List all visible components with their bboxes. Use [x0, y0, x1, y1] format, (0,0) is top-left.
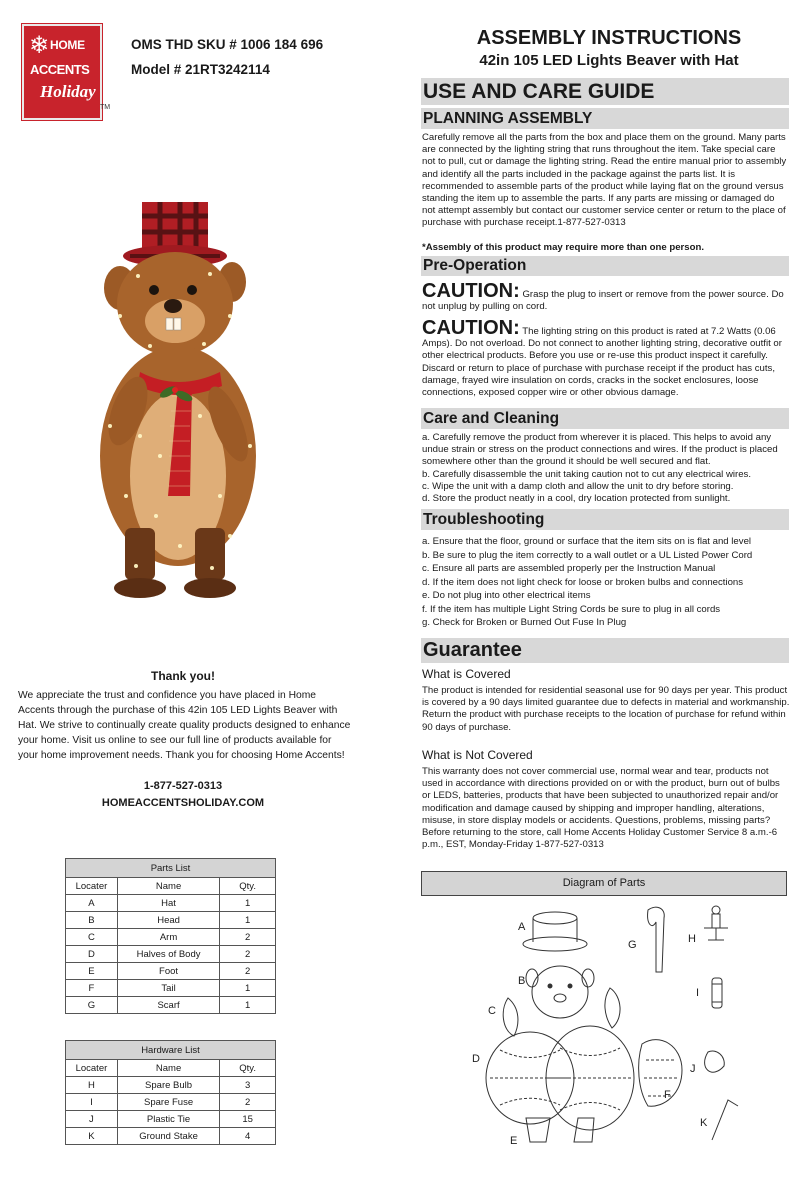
- caution-label: CAUTION:: [422, 317, 520, 339]
- qty-cell: 1: [220, 895, 276, 912]
- name-cell: Halves of Body: [117, 946, 219, 963]
- snowflake-icon: ❄: [28, 31, 50, 59]
- list-item: d. Store the product neatly in a cool, dry location protected from sunlight.: [422, 493, 731, 505]
- table-row: [66, 912, 276, 929]
- table-row: [66, 963, 276, 980]
- column-header: Qty.: [220, 878, 276, 895]
- table-row: [66, 946, 276, 963]
- label-e: E: [510, 1135, 518, 1147]
- column-header: Name: [117, 878, 219, 895]
- sku-number: OMS THD SKU # 1006 184 696: [131, 37, 324, 52]
- name-cell: Tail: [117, 980, 219, 997]
- hat-part: [523, 912, 587, 951]
- caution-label: CAUTION:: [422, 280, 520, 302]
- product-subtitle: 42in 105 LED Lights Beaver with Hat: [479, 52, 739, 69]
- preoperation-heading: Pre-Operation: [421, 256, 789, 276]
- hardware-list-caption: Hardware List: [66, 1041, 276, 1060]
- name-cell: Scarf: [117, 997, 219, 1014]
- scarf-part: [648, 907, 665, 972]
- thanks-body: We appreciate the trust and confidence you have placed in Home Accents through the purchase of this 42in 105 LED Lights Beaver with Hat. We strive to continually create quality products designed to enhance your home. Visit us online to see our full line of products available for your home improvement needs. Thank you for choosing Home Accents!: [18, 690, 351, 761]
- label-h: H: [688, 933, 696, 945]
- home-accents-holiday-logo: [22, 24, 102, 120]
- caution-text: The lighting string on this product is rated at 7.2 Watts (0.06 Amps). Do not overload. Do not connect to another lighting string, decorative outfit or other electrical products. Before you use or re-use this product inspect it carefully. Discard or return to place of purchase with purchase receipt if the product has cuts, damage, frayed wire insulation on cords, cracks in the socket enclosures, loose connections, exposed copper wire or other obvious damage.: [422, 326, 782, 399]
- beaver-product-image: [80, 196, 280, 606]
- planning-heading: PLANNING ASSEMBLY: [421, 108, 789, 129]
- locater-cell: G: [66, 997, 118, 1014]
- table-row: [66, 1094, 276, 1111]
- table-row: [66, 1128, 276, 1145]
- parts-diagram: [460, 900, 790, 1170]
- label-f: F: [664, 1089, 671, 1101]
- name-cell: Plastic Tie: [117, 1111, 219, 1128]
- list-item: c. Wipe the unit with a damp cloth and allow the unit to dry before storing.: [422, 480, 734, 492]
- label-a: A: [518, 921, 526, 933]
- caution-text: Grasp the plug to insert or remove from the power source. Do not unplug by pulling on cord.: [422, 289, 784, 313]
- arm-part: [503, 998, 518, 1036]
- diagram-title: Diagram of Parts: [421, 871, 787, 896]
- locater-cell: C: [66, 929, 118, 946]
- logo-text-home: HOME: [50, 38, 85, 52]
- label-k: K: [700, 1117, 708, 1129]
- caution-block-1: [422, 281, 790, 313]
- guarantee-heading: Guarantee: [421, 638, 789, 663]
- not-covered-heading: What is Not Covered: [422, 748, 533, 762]
- use-care-heading: USE AND CARE GUIDE: [421, 78, 789, 105]
- table-row: [66, 997, 276, 1014]
- locater-cell: A: [66, 895, 118, 912]
- plastic-tie-part: [705, 1051, 725, 1072]
- locater-cell: F: [66, 980, 118, 997]
- name-cell: Arm: [117, 929, 219, 946]
- list-item: f. If the item has multiple Light String Cords be sure to plug in all cords: [422, 603, 721, 615]
- name-cell: Spare Fuse: [117, 1094, 219, 1111]
- name-cell: Hat: [117, 895, 219, 912]
- locater-cell: B: [66, 912, 118, 929]
- table-row: [66, 1111, 276, 1128]
- locater-cell: K: [66, 1128, 118, 1145]
- label-j: J: [690, 1063, 696, 1075]
- ground-stake-part: [712, 1100, 738, 1140]
- list-item: a. Carefully remove the product from wherever it is placed. This helps to avoid any undue strain or stress on the product connections and wires. If the product is placed somewhere other than the ground it should be well secured and flat.: [422, 432, 778, 468]
- spare-bulb-part: [704, 906, 728, 940]
- column-header: Qty.: [220, 1060, 276, 1077]
- not-covered-text: This warranty does not cover commercial use, normal wear and tear, products not used in accordance with directions provided on or with the product, burn out of bulbs or LEDS, batteries, products that have been subjected to unauthorized repair and/or modification and damage caused by shipping and improper handling, alterations, misuse, in store display models or accidents. Questions, problems, missing parts? Before returning to the store, call Home Accents Holiday Customer Service 8 a.m.-6 p.m., EST, Monday-Friday 1-877-527-0313: [422, 766, 780, 851]
- list-item: e. Do not plug into other electrical items: [422, 590, 591, 601]
- care-list: [422, 432, 790, 505]
- troubleshooting-list: [422, 535, 790, 630]
- website-url: HOMEACCENTSHOLIDAY.COM: [101, 797, 265, 809]
- covered-heading: What is Covered: [422, 667, 511, 681]
- support-phone: 1-877-527-0313: [143, 780, 223, 792]
- locater-cell: I: [66, 1094, 118, 1111]
- spare-fuse-part: [712, 978, 722, 1008]
- thanks-title: Thank you!: [150, 669, 215, 683]
- name-cell: Foot: [117, 963, 219, 980]
- list-item: d. If the item does not light check for loose or broken bulbs and connections: [422, 576, 744, 588]
- qty-cell: 15: [220, 1111, 276, 1128]
- locater-cell: H: [66, 1077, 118, 1094]
- planning-text: Carefully remove all the parts from the box and place them on the ground. Many parts are connected by the lighting string that runs throughout the item. Take special care not to pull, cut or damage the lighting string. Read the entire manual prior to assembly and identify all the parts included in the package against the parts list. It is recommended to assemble parts of the product while laying flat on the ground versus standing the item up to assemble the parts. If any parts are missing or damaged do not attempt assembly but contact our customer service center or return to the place of purchase with purchase receipt.1-877-527-0313: [422, 132, 787, 229]
- column-header: Locater: [66, 878, 118, 895]
- label-d: D: [472, 1053, 480, 1065]
- caution-block-2: [422, 318, 790, 399]
- qty-cell: 1: [220, 980, 276, 997]
- column-header: Name: [117, 1060, 219, 1077]
- table-row: [66, 980, 276, 997]
- troubleshooting-heading: Troubleshooting: [421, 509, 789, 530]
- qty-cell: 2: [220, 1094, 276, 1111]
- parts-list-table: [65, 858, 276, 1014]
- qty-cell: 1: [220, 997, 276, 1014]
- qty-cell: 2: [220, 963, 276, 980]
- table-row: [66, 1077, 276, 1094]
- table-row: [66, 929, 276, 946]
- table-row: [66, 895, 276, 912]
- list-item: b. Carefully disassemble the unit taking caution not to cut any electrical wires.: [422, 468, 752, 480]
- label-g: G: [628, 939, 637, 951]
- trademark-mark: TM: [100, 104, 111, 111]
- arm-part: [605, 988, 620, 1028]
- assembly-instructions-title: ASSEMBLY INSTRUCTIONS: [476, 27, 742, 49]
- qty-cell: 2: [220, 929, 276, 946]
- label-i: I: [696, 987, 700, 999]
- locater-cell: D: [66, 946, 118, 963]
- name-cell: Head: [117, 912, 219, 929]
- qty-cell: 1: [220, 912, 276, 929]
- logo-text-accents: ACCENTS: [30, 62, 90, 77]
- foot-part: [526, 1118, 550, 1142]
- list-item: c. Ensure all parts are assembled properly per the Instruction Manual: [422, 563, 716, 574]
- label-c: C: [488, 1005, 496, 1017]
- model-number: Model # 21RT3242114: [131, 62, 270, 77]
- qty-cell: 4: [220, 1128, 276, 1145]
- column-header: Locater: [66, 1060, 118, 1077]
- list-item: g. Check for Broken or Burned Out Fuse In Plug: [422, 617, 627, 628]
- hardware-list-table: [65, 1040, 276, 1145]
- label-b: B: [518, 975, 526, 987]
- assembly-note: *Assembly of this product may require more than one person.: [422, 242, 705, 253]
- parts-list-caption: Parts List: [66, 859, 276, 878]
- qty-cell: 2: [220, 946, 276, 963]
- list-item: a. Ensure that the floor, ground or surface that the item sits on is flat and level: [422, 536, 752, 547]
- locater-cell: J: [66, 1111, 118, 1128]
- locater-cell: E: [66, 963, 118, 980]
- covered-text: The product is intended for residential seasonal use for 90 days per year. This product is covered by a 90 days limited guarantee due to defects in material and workmanship. Return the product with purchase receipts to the location of purchase for refund within 90 days of purchase.: [422, 685, 790, 733]
- name-cell: Ground Stake: [117, 1128, 219, 1145]
- list-item: b. Be sure to plug the item correctly to a wall outlet or a UL Listed Power Cord: [422, 549, 753, 561]
- logo-text-holiday: Holiday: [40, 82, 96, 101]
- name-cell: Spare Bulb: [117, 1077, 219, 1094]
- care-heading: Care and Cleaning: [421, 408, 789, 429]
- head-part: [526, 966, 594, 1018]
- qty-cell: 3: [220, 1077, 276, 1094]
